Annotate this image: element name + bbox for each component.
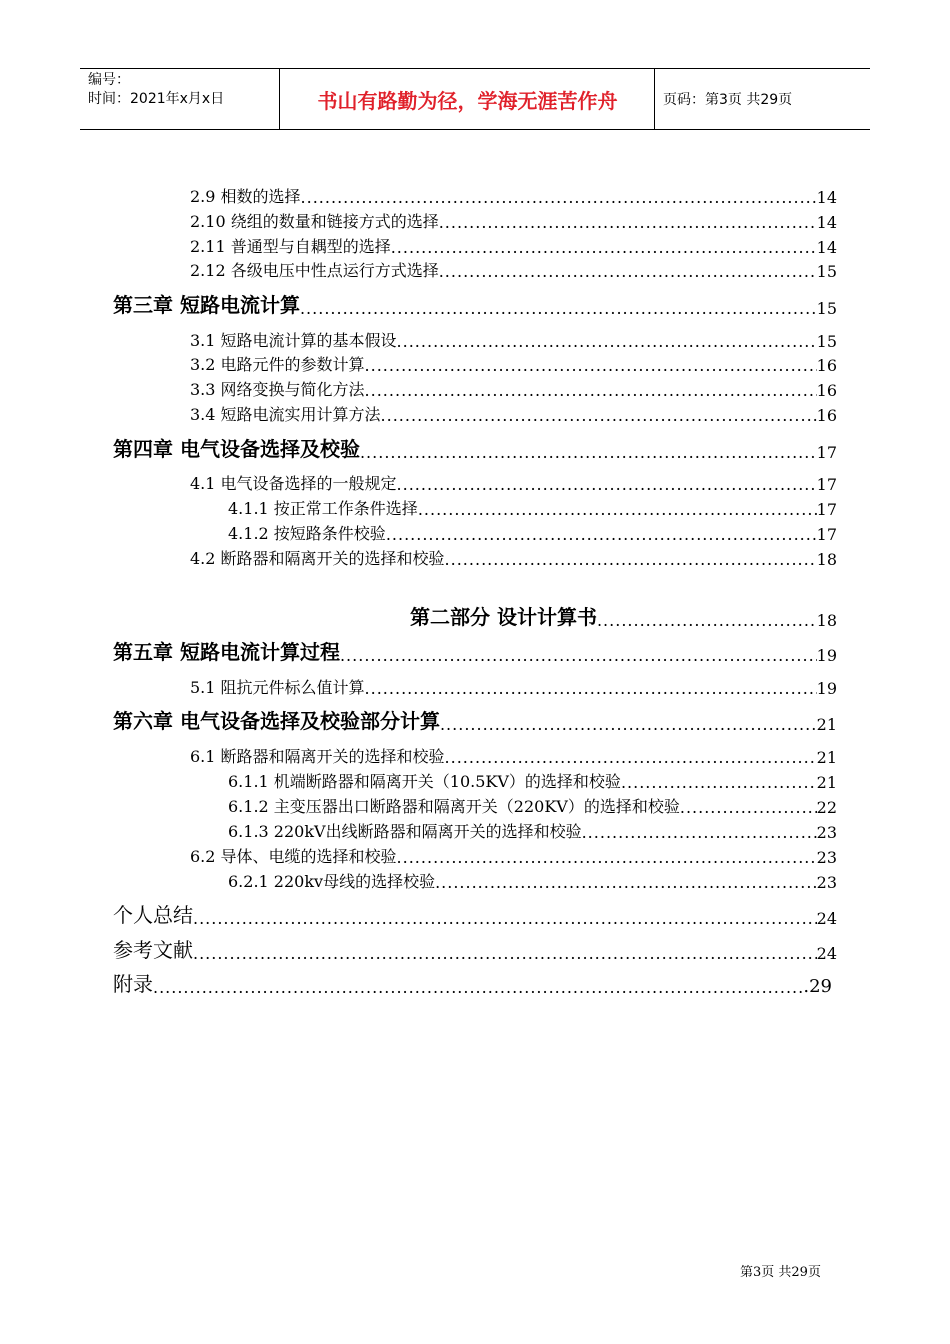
toc-entry[interactable] bbox=[228, 795, 837, 817]
toc-part-title: 第二部分 设计计算书 bbox=[410, 605, 597, 629]
toc-entry-page: 16 bbox=[816, 406, 837, 425]
toc-entry-page: 15 bbox=[816, 262, 837, 281]
toc-entry-title: 3.2 电路元件的参数计算 bbox=[190, 355, 365, 374]
document-time-label: 时间：2021年x月x日 bbox=[88, 91, 225, 107]
toc-chapter-title: 第六章 电气设备选择及校验部分计算 bbox=[113, 709, 440, 733]
toc-entry-page: 23 bbox=[816, 848, 837, 867]
toc-entry-page: 23 bbox=[816, 873, 837, 892]
toc-entry-title: 6.2 导体、电缆的选择和校验 bbox=[190, 847, 397, 866]
toc-chapter[interactable] bbox=[113, 708, 837, 734]
toc-entry[interactable] bbox=[190, 259, 837, 281]
toc-entry-title: 6.2.1 220kv母线的选择校验 bbox=[228, 872, 436, 891]
toc-entry-page: 19 bbox=[816, 646, 837, 665]
toc-entry-page: 17 bbox=[816, 500, 837, 519]
toc-entry[interactable] bbox=[190, 745, 837, 767]
toc-chapter[interactable] bbox=[113, 292, 837, 318]
toc-entry-page: 23 bbox=[816, 823, 837, 842]
toc-entry-page: 24 bbox=[816, 944, 837, 963]
toc-entry-title: 3.3 网络变换与简化方法 bbox=[190, 380, 365, 399]
toc-entry-page: .29 bbox=[803, 976, 832, 997]
toc-entry-page: 17 bbox=[816, 525, 837, 544]
toc-entry[interactable] bbox=[228, 497, 837, 519]
toc-chapter-title: 附录 bbox=[113, 972, 153, 996]
toc-entry[interactable] bbox=[228, 870, 837, 892]
toc-entry-title: 4.2 断路器和隔离开关的选择和校验 bbox=[190, 549, 445, 568]
toc-entry[interactable] bbox=[190, 185, 837, 207]
page-header bbox=[80, 68, 870, 130]
toc-entry[interactable] bbox=[190, 329, 837, 351]
toc-entry-page: 21 bbox=[816, 748, 837, 767]
toc-entry-title: 2.9 相数的选择 bbox=[190, 187, 301, 206]
toc-entry[interactable] bbox=[190, 403, 837, 425]
header-meta bbox=[80, 69, 280, 129]
toc-chapter-title: 第三章 短路电流计算 bbox=[113, 293, 300, 317]
toc-entry-title: 2.11 普通型与自耦型的选择 bbox=[190, 237, 391, 256]
toc-entry-title: 6.1.1 机端断路器和隔离开关（10.5KV）的选择和校验 bbox=[228, 772, 621, 791]
toc-entry-page: 14 bbox=[816, 213, 837, 232]
toc-entry-title: 3.1 短路电流计算的基本假设 bbox=[190, 331, 397, 350]
toc-entry-title: 4.1 电气设备选择的一般规定 bbox=[190, 474, 397, 493]
toc-entry-page: 18 bbox=[816, 550, 837, 569]
header-motto: 书山有路勤为径，学海无涯苦作舟 bbox=[281, 69, 655, 129]
toc-entry[interactable] bbox=[190, 472, 837, 494]
toc-entry[interactable] bbox=[190, 676, 837, 698]
toc-chapter[interactable] bbox=[113, 436, 837, 462]
toc-entry-page: 14 bbox=[816, 238, 837, 257]
toc-entry-title: 3.4 短路电流实用计算方法 bbox=[190, 405, 381, 424]
toc-entry-title: 6.1 断路器和隔离开关的选择和校验 bbox=[190, 747, 445, 766]
toc-entry[interactable] bbox=[190, 210, 837, 232]
toc-entry-page: 16 bbox=[816, 356, 837, 375]
toc-chapter[interactable] bbox=[113, 971, 832, 997]
toc-chapter[interactable] bbox=[113, 902, 837, 928]
toc-entry[interactable] bbox=[190, 845, 837, 867]
toc-entry[interactable] bbox=[190, 353, 837, 375]
toc-chapter-title: 第五章 短路电流计算过程 bbox=[113, 640, 340, 664]
toc-entry[interactable] bbox=[190, 547, 837, 569]
toc-chapter-title: 第四章 电气设备选择及校验 bbox=[113, 437, 360, 461]
toc-entry-title: 2.10 绕组的数量和链接方式的选择 bbox=[190, 212, 439, 231]
toc-entry[interactable] bbox=[228, 820, 837, 842]
toc-entry[interactable] bbox=[190, 235, 837, 257]
toc-entry-title: 6.1.3 220kV出线断路器和隔离开关的选择和校验 bbox=[228, 822, 582, 841]
toc-entry-title: 4.1.1 按正常工作条件选择 bbox=[228, 499, 418, 518]
toc-entry-page: 22 bbox=[816, 798, 837, 817]
toc-entry-title: 2.12 各级电压中性点运行方式选择 bbox=[190, 261, 439, 280]
toc-entry[interactable] bbox=[190, 378, 837, 400]
toc-chapter-title: 个人总结 bbox=[113, 903, 193, 927]
toc-entry-page: 15 bbox=[816, 299, 837, 318]
toc-entry-page: 21 bbox=[816, 773, 837, 792]
toc-chapter-title: 参考文献 bbox=[113, 938, 193, 962]
toc-entry-title: 6.1.2 主变压器出口断路器和隔离开关（220KV）的选择和校验 bbox=[228, 797, 680, 816]
toc-chapter[interactable] bbox=[113, 639, 837, 665]
toc-entry[interactable] bbox=[228, 522, 837, 544]
toc-entry-title: 4.1.2 按短路条件校验 bbox=[228, 524, 386, 543]
toc-entry-title: 5.1 阻抗元件标么值计算 bbox=[190, 678, 365, 697]
toc-entry-page: 17 bbox=[816, 443, 837, 462]
toc-chapter[interactable] bbox=[113, 937, 837, 963]
toc-entry-page: 14 bbox=[816, 188, 837, 207]
toc-entry[interactable] bbox=[228, 770, 837, 792]
toc-entry-page: 21 bbox=[816, 715, 837, 734]
toc-entry-page: 19 bbox=[816, 679, 837, 698]
toc-entry-page: 24 bbox=[816, 909, 837, 928]
header-page-label: 页码：第3页 共29页 bbox=[663, 92, 793, 108]
toc-entry-page: 18 bbox=[816, 611, 837, 630]
toc-entry-page: 15 bbox=[816, 332, 837, 351]
toc-part[interactable] bbox=[410, 604, 837, 630]
page-footer: 第3页 共29页 bbox=[740, 1265, 821, 1280]
toc-entry-page: 17 bbox=[816, 475, 837, 494]
document-number-label: 编号： bbox=[88, 72, 130, 88]
toc-entry-page: 16 bbox=[816, 381, 837, 400]
